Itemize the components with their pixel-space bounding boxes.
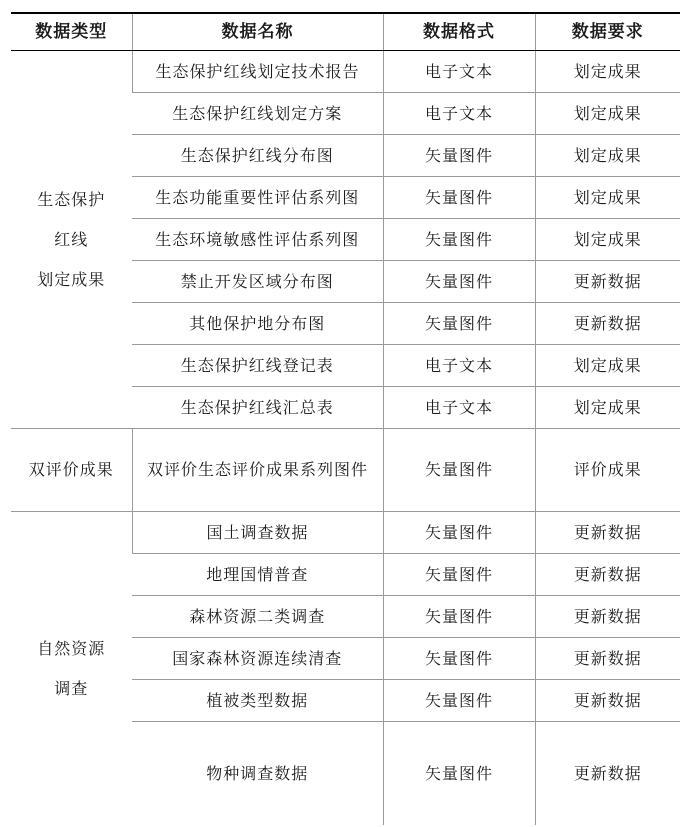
data-name-cell: 森林资源二类调查 bbox=[132, 596, 383, 638]
data-requirement-cell: 划定成果 bbox=[535, 177, 680, 219]
data-format-cell: 矢量图件 bbox=[383, 596, 535, 638]
header-data-type: 数据类型 bbox=[11, 13, 132, 51]
data-type-cell bbox=[11, 429, 132, 512]
header-row bbox=[11, 13, 680, 51]
data-type-cell bbox=[11, 512, 132, 826]
data-format-cell: 矢量图件 bbox=[383, 303, 535, 345]
data-name-cell: 生态保护红线登记表 bbox=[132, 345, 383, 387]
header-data-requirement: 数据要求 bbox=[535, 13, 680, 51]
data-requirement-cell: 更新数据 bbox=[535, 303, 680, 345]
data-requirement-cell: 更新数据 bbox=[535, 554, 680, 596]
header-data-format: 数据格式 bbox=[383, 13, 535, 51]
data-format-cell: 电子文本 bbox=[383, 93, 535, 135]
data-requirement-cell: 划定成果 bbox=[535, 387, 680, 429]
data-format-cell: 电子文本 bbox=[383, 51, 535, 93]
data-requirement-cell: 划定成果 bbox=[535, 135, 680, 177]
data-requirement-cell: 更新数据 bbox=[535, 512, 680, 554]
data-name-cell: 地理国情普查 bbox=[132, 554, 383, 596]
data-type-line: 自然资源 bbox=[37, 638, 106, 658]
data-name-cell: 生态保护红线划定技术报告 bbox=[132, 51, 383, 93]
table-row bbox=[11, 512, 680, 554]
data-format-cell: 矢量图件 bbox=[383, 722, 535, 826]
data-type-line: 红线 bbox=[54, 229, 89, 249]
table-row bbox=[11, 51, 680, 93]
data-name-cell: 植被类型数据 bbox=[132, 680, 383, 722]
data-format-cell: 矢量图件 bbox=[383, 680, 535, 722]
data-name-cell: 物种调查数据 bbox=[206, 763, 309, 783]
data-requirement-cell: 划定成果 bbox=[535, 219, 680, 261]
data-requirement-cell: 更新数据 bbox=[535, 638, 680, 680]
data-format-cell: 电子文本 bbox=[383, 345, 535, 387]
data-name-cell: 国家森林资源连续清查 bbox=[132, 638, 383, 680]
data-requirement-cell: 更新数据 bbox=[535, 722, 680, 826]
data-name-cell: 生态保护红线划定方案 bbox=[132, 93, 383, 135]
data-name-text: 双评价生态评价成果系列图件 bbox=[146, 460, 368, 479]
data-requirement-cell: 划定成果 bbox=[535, 345, 680, 387]
data-format-cell: 矢量图件 bbox=[383, 554, 535, 596]
data-type-line: 生态保护 bbox=[37, 189, 106, 209]
data-name-cell: 生态功能重要性评估系列图 bbox=[132, 177, 383, 219]
data-type-line: 调查 bbox=[54, 678, 89, 698]
data-requirement-cell: 评价成果 bbox=[535, 429, 680, 512]
data-name-cell: 国土调查数据 bbox=[132, 512, 383, 554]
data-name-cell: 禁止开发区域分布图 bbox=[132, 261, 383, 303]
data-format-cell: 矢量图件 bbox=[383, 219, 535, 261]
data-requirement-cell: 更新数据 bbox=[535, 261, 680, 303]
data-name-cell bbox=[132, 429, 383, 512]
data-type-cell bbox=[11, 51, 132, 429]
data-format-cell: 电子文本 bbox=[383, 387, 535, 429]
table-row bbox=[11, 429, 680, 512]
data-name-cell: 生态环境敏感性评估系列图 bbox=[132, 219, 383, 261]
header-data-name: 数据名称 bbox=[132, 13, 383, 51]
data-type-line: 双评价成果 bbox=[28, 460, 114, 479]
data-requirements-table bbox=[11, 12, 680, 825]
data-requirement-cell: 更新数据 bbox=[535, 596, 680, 638]
data-requirement-cell: 划定成果 bbox=[535, 51, 680, 93]
data-name-cell: 其他保护地分布图 bbox=[132, 303, 383, 345]
data-format-cell: 矢量图件 bbox=[383, 429, 535, 512]
data-name-cell: 生态保护红线分布图 bbox=[132, 135, 383, 177]
data-name-cell: 生态保护红线汇总表 bbox=[132, 387, 383, 429]
data-requirement-cell: 更新数据 bbox=[535, 680, 680, 722]
data-type-line: 划定成果 bbox=[37, 269, 106, 289]
data-requirement-cell: 划定成果 bbox=[535, 93, 680, 135]
data-format-cell: 矢量图件 bbox=[383, 638, 535, 680]
data-format-cell: 矢量图件 bbox=[383, 135, 535, 177]
data-format-cell: 矢量图件 bbox=[383, 177, 535, 219]
data-format-cell: 矢量图件 bbox=[383, 261, 535, 303]
data-format-cell: 矢量图件 bbox=[383, 512, 535, 554]
